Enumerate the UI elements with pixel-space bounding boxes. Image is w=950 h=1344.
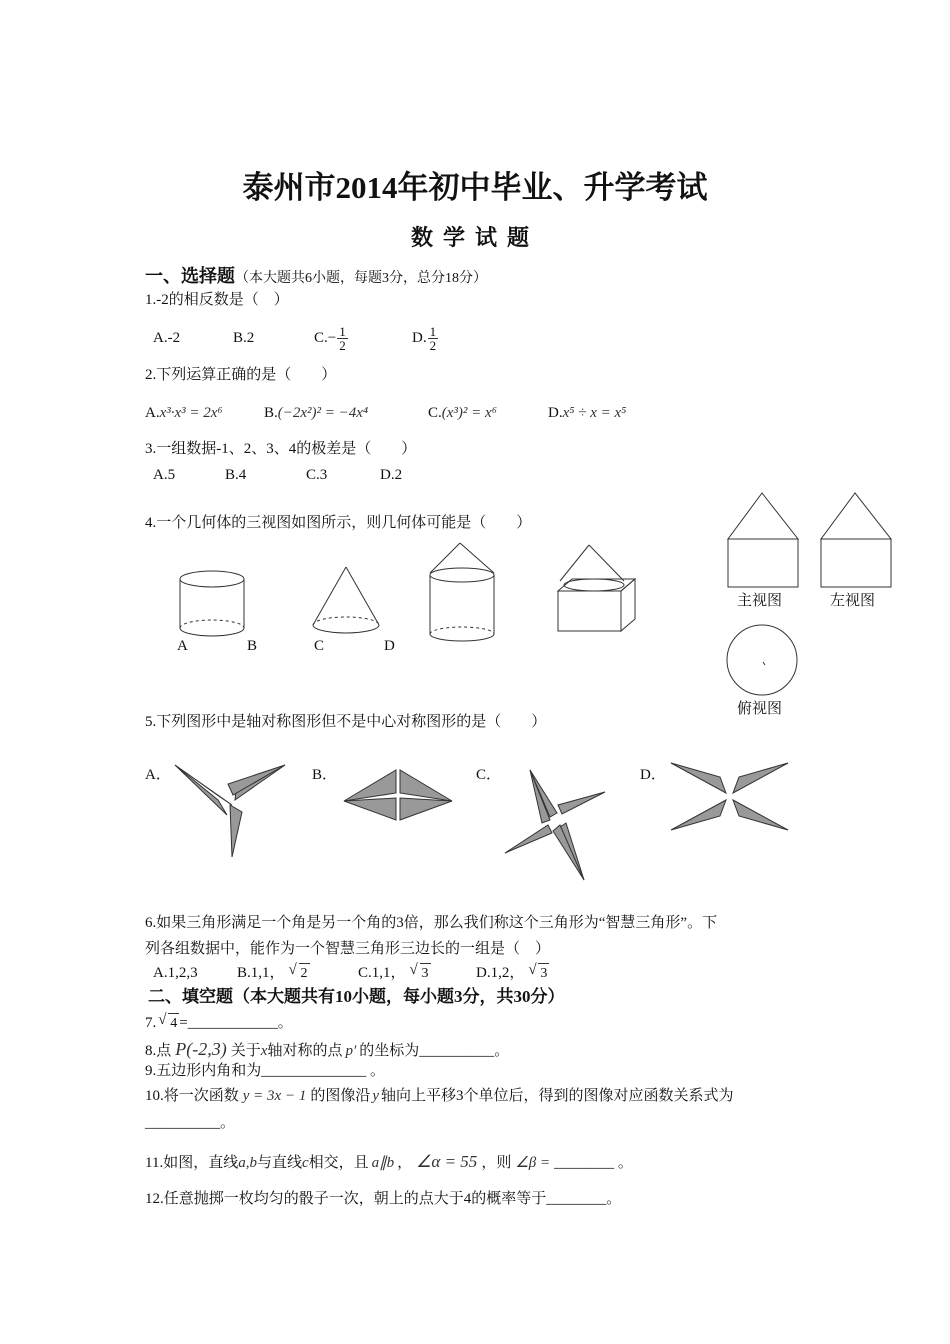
q5-label-c: C． <box>476 767 502 783</box>
q7 <box>145 1013 293 1034</box>
q1-option-c <box>314 318 349 358</box>
q7-root: √ 4 <box>168 1013 179 1034</box>
q6-stem-line2: 列各组数据中，能作为一个智慧三角形三边长的一组是（ ） <box>145 941 551 957</box>
q11-c: c <box>301 1155 309 1171</box>
q5-stem: 5.下列图形中是轴对称图形但不是中心对称图形的是（ ） <box>145 714 547 730</box>
q2-c-label: C. <box>428 405 442 421</box>
q4-label-a: A <box>177 638 188 654</box>
q12: 12.任意抛掷一枚均匀的骰子一次，朝上的点大于4的概率等于________。 <box>145 1191 622 1207</box>
q11-sep: ， <box>397 1155 413 1171</box>
section1-title <box>145 266 487 289</box>
q11-suffix: ________ 。 <box>554 1155 633 1171</box>
q11-prefix: 11.如图，直线 <box>145 1155 239 1171</box>
q1-c-num: 1 <box>339 324 346 340</box>
q8-mid2: 轴对称的点 <box>267 1043 343 1059</box>
q1-stem: 1.-2的相反数是（ ） <box>145 292 289 308</box>
front-view-label: 主视图 <box>737 593 783 609</box>
q5-label-b: B． <box>312 767 338 783</box>
left-view-label: 左视图 <box>830 593 876 609</box>
q2-a-label: A. <box>145 405 160 421</box>
q8-point: P(-2,3) <box>175 1039 227 1059</box>
q2-option-b <box>264 403 368 423</box>
q10-line2: __________。 <box>145 1115 236 1131</box>
q4-label-b: B <box>247 638 258 654</box>
q1-option-a: A.-2 <box>153 330 181 346</box>
q2-a-math: x³·x³ = 2x⁶ <box>159 405 223 421</box>
q6-c-prefix: C.1,1， <box>358 965 406 981</box>
q3-option-c: C.3 <box>306 467 328 483</box>
q6-option-c <box>358 963 431 984</box>
q10 <box>145 1086 734 1106</box>
q1-d-prefix: D. <box>412 330 427 346</box>
page-title: 泰州市2014年初中毕业、升学考试 <box>242 170 708 205</box>
section2-heading: 二、填空题（本大题共有10小题，每小题3分，共30分） <box>148 987 565 1006</box>
q6-b-root: √ 2 <box>299 963 310 984</box>
left-view-figure <box>818 490 898 590</box>
q1-d-num: 1 <box>429 324 437 340</box>
q4-cone-figure <box>305 565 395 640</box>
q4-stem: 4.一个几何体的三视图如图所示，则几何体可能是（ ） <box>145 515 532 531</box>
q7-prefix: 7. <box>145 1015 157 1031</box>
q11-mid: 与直线 <box>256 1155 302 1171</box>
q5-label-a: A． <box>145 767 171 783</box>
q10-mid: 的图像沿 <box>310 1088 371 1104</box>
q6-d-prefix: D.1,2， <box>476 965 525 981</box>
q10-suffix: 轴向上平移3个单位后，得到的图像对应函数关系式为 <box>381 1088 734 1104</box>
q6-stem-line1: 6.如果三角形满足一个角是另一个角的3倍，那么我们称这个三角形为“智慧三角形”。下 <box>145 915 718 931</box>
q11-parallel: a∥b <box>371 1155 395 1171</box>
q2-option-a <box>145 403 223 423</box>
q5-figure-d <box>668 760 793 835</box>
q11-mid3: ，则 <box>481 1155 512 1171</box>
q6-c-root: √ 3 <box>420 963 431 984</box>
q1-c-fraction <box>337 325 348 352</box>
q11-beta: ∠β = <box>515 1155 551 1171</box>
q3-option-d: D.2 <box>380 467 403 483</box>
q4-cone-cylinder-figure <box>422 540 512 650</box>
q1-d-den: 2 <box>429 338 437 354</box>
q10-axis: y <box>372 1088 380 1104</box>
q7-suffix: =____________。 <box>179 1015 293 1031</box>
q11-angle: ∠α = 55 <box>416 1152 478 1171</box>
q11-mid2: 相交，且 <box>308 1155 369 1171</box>
q4-cylinder-figure <box>170 560 270 640</box>
q4-cone-cube-figure <box>552 543 652 638</box>
q8-point2: p′ <box>345 1043 357 1059</box>
q3-stem: 3.一组数据-1、2、3、4的极差是（ ） <box>145 441 417 457</box>
q2-b-math: (−2x²)² = −4x⁴ <box>277 405 369 421</box>
q4-label-d: D <box>384 638 395 654</box>
q6-d-root: √ 3 <box>538 963 549 984</box>
q8 <box>145 1039 509 1061</box>
q6-option-d <box>476 963 549 984</box>
q11 <box>145 1152 633 1173</box>
q6-option-b <box>237 963 310 984</box>
section1-heading: 一、选择题 <box>145 266 235 286</box>
q8-suffix: 的坐标为__________。 <box>359 1043 510 1059</box>
q5-figure-c <box>500 765 610 885</box>
q6-b-prefix: B.1,1， <box>237 965 285 981</box>
q5-figure-a <box>170 760 295 860</box>
q8-axis: x <box>260 1043 268 1059</box>
q3-option-b: B.4 <box>225 467 247 483</box>
q2-option-d <box>548 403 626 423</box>
q1-d-fraction <box>428 325 439 352</box>
q6-option-a: A.1,2,3 <box>153 965 198 981</box>
q9: 9.五边形内角和为______________ 。 <box>145 1063 386 1079</box>
q10-prefix: 10.将一次函数 <box>145 1088 239 1104</box>
q2-b-label: B. <box>264 405 278 421</box>
q2-option-c <box>428 403 497 423</box>
q4-label-c: C <box>314 638 325 654</box>
q2-d-math: x⁵ ÷ x = x⁵ <box>562 405 627 421</box>
q2-d-label: D. <box>548 405 563 421</box>
q10-func: y = 3x − 1 <box>242 1088 307 1104</box>
q1-option-b: B.2 <box>233 330 255 346</box>
q2-stem: 2.下列运算正确的是（ ） <box>145 367 337 383</box>
top-view-label: 俯视图 <box>737 701 783 717</box>
q11-ab: a,b <box>238 1155 257 1171</box>
q2-c-math: (x³)² = x⁶ <box>441 405 497 421</box>
section1-note: （本大题共6小题，每题3分，总分18分） <box>235 271 487 286</box>
q1-option-d <box>412 318 439 358</box>
q8-prefix: 8.点 <box>145 1043 172 1059</box>
q1-c-prefix: C.− <box>314 330 337 346</box>
q5-figure-b <box>340 765 458 825</box>
q5-label-d: D． <box>640 767 666 783</box>
q3-option-a: A.5 <box>153 467 176 483</box>
page-subtitle: 数学试题 <box>410 225 539 250</box>
q1-c-den: 2 <box>339 338 346 354</box>
top-view-figure <box>725 624 805 696</box>
q8-mid: 关于 <box>230 1043 261 1059</box>
front-view-figure <box>725 490 805 590</box>
